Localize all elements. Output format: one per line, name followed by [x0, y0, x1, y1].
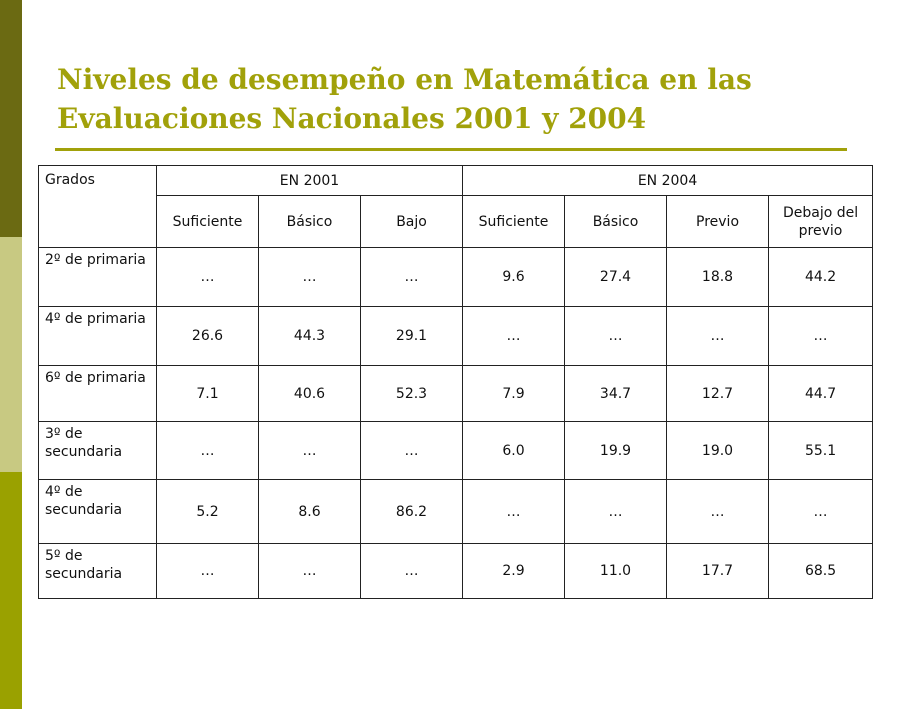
value-cell: … [259, 422, 361, 480]
level-header-2004: Básico [565, 196, 667, 248]
value-cell: … [259, 248, 361, 307]
header-row-years [39, 166, 873, 196]
value-cell: 44.2 [769, 248, 873, 307]
table-row [39, 422, 873, 480]
value-cell: … [769, 480, 873, 544]
value-cell: 12.7 [667, 366, 769, 422]
grade-cell: 2º de primaria [39, 248, 157, 307]
value-cell: … [769, 307, 873, 366]
level-header-2001: Suficiente [157, 196, 259, 248]
value-cell: 17.7 [667, 544, 769, 599]
grade-cell: 5º de secundaria [39, 544, 157, 599]
grade-cell: 4º de primaria [39, 307, 157, 366]
side-bar-olive [0, 472, 22, 709]
value-cell: 52.3 [361, 366, 463, 422]
table-row [39, 366, 873, 422]
value-cell: 29.1 [361, 307, 463, 366]
table-row [39, 248, 873, 307]
level-header-2001: Bajo [361, 196, 463, 248]
value-cell: 19.0 [667, 422, 769, 480]
performance-table [38, 165, 873, 599]
value-cell: 11.0 [565, 544, 667, 599]
value-cell: … [157, 544, 259, 599]
value-cell: 26.6 [157, 307, 259, 366]
table-row [39, 480, 873, 544]
level-header-2004: Suficiente [463, 196, 565, 248]
value-cell: 6.0 [463, 422, 565, 480]
value-cell: … [157, 248, 259, 307]
grade-cell: 6º de primaria [39, 366, 157, 422]
side-bar-light [0, 237, 22, 472]
table-row [39, 307, 873, 366]
grade-cell: 4º de secundaria [39, 480, 157, 544]
value-cell: 5.2 [157, 480, 259, 544]
slide-title [57, 60, 837, 138]
slide-title-line-2: Evaluaciones Nacionales 2001 y 2004 [57, 102, 647, 135]
value-cell: … [259, 544, 361, 599]
table-row [39, 544, 873, 599]
title-underline [55, 148, 847, 151]
year-2001-header: EN 2001 [157, 166, 463, 196]
value-cell: 55.1 [769, 422, 873, 480]
value-cell: 40.6 [259, 366, 361, 422]
side-bar-dark [0, 0, 22, 237]
value-cell: … [667, 307, 769, 366]
value-cell: 7.1 [157, 366, 259, 422]
value-cell: … [463, 480, 565, 544]
value-cell: 2.9 [463, 544, 565, 599]
value-cell: … [361, 422, 463, 480]
value-cell: … [565, 480, 667, 544]
slide-title-line-1: Niveles de desempeño en Matemática en las [57, 63, 752, 96]
value-cell: 44.3 [259, 307, 361, 366]
value-cell: 44.7 [769, 366, 873, 422]
value-cell: … [361, 248, 463, 307]
value-cell: … [463, 307, 565, 366]
value-cell: 9.6 [463, 248, 565, 307]
value-cell: 19.9 [565, 422, 667, 480]
value-cell: 7.9 [463, 366, 565, 422]
header-row-levels [39, 196, 873, 248]
value-cell: 18.8 [667, 248, 769, 307]
value-cell: 8.6 [259, 480, 361, 544]
year-2004-header: EN 2004 [463, 166, 873, 196]
value-cell: 86.2 [361, 480, 463, 544]
value-cell: … [361, 544, 463, 599]
value-cell: 68.5 [769, 544, 873, 599]
value-cell: … [565, 307, 667, 366]
value-cell: … [667, 480, 769, 544]
level-header-2004: Previo [667, 196, 769, 248]
level-header-2004: Debajo del previo [769, 196, 873, 248]
grados-header: Grados [39, 166, 157, 248]
grade-cell: 3º de secundaria [39, 422, 157, 480]
value-cell: … [157, 422, 259, 480]
value-cell: 34.7 [565, 366, 667, 422]
level-header-2001: Básico [259, 196, 361, 248]
value-cell: 27.4 [565, 248, 667, 307]
